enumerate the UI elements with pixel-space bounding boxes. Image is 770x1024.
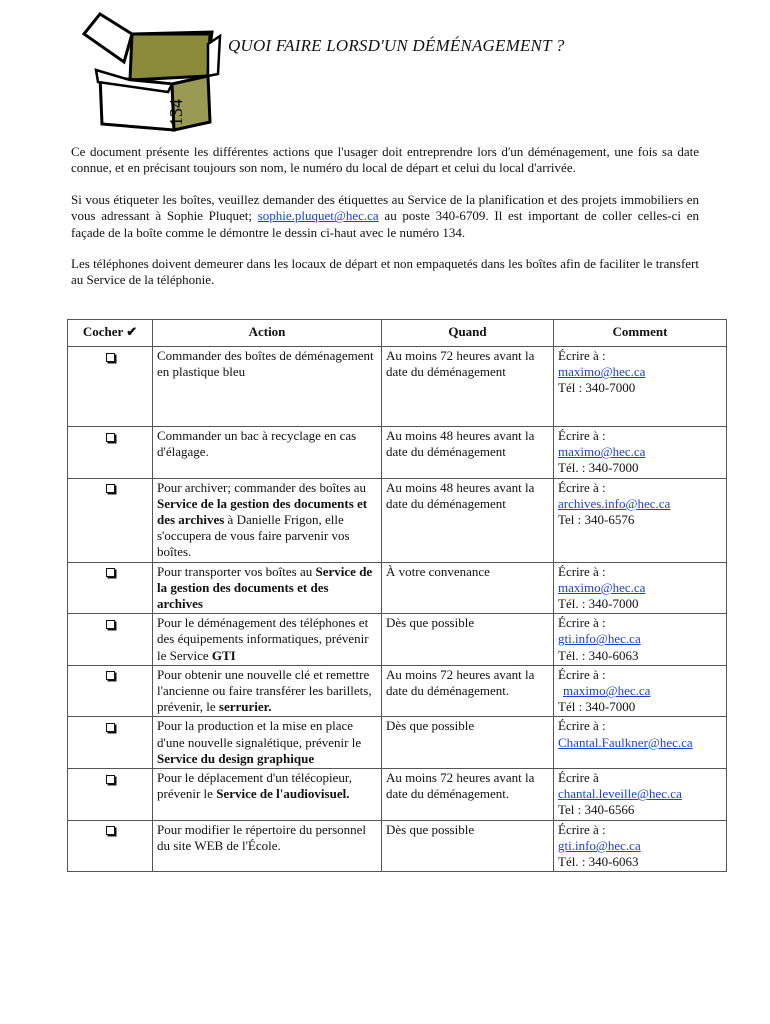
action-cell: Pour la production et la mise en place d'une nouvelle signalétique, prévenir le Service du design graphique — [153, 717, 382, 769]
checkbox-cell — [68, 614, 153, 666]
header-comment: Comment — [554, 320, 727, 347]
email-link[interactable]: maximo@hec.ca — [563, 683, 651, 699]
action-cell: Pour transporter vos boîtes au Service de la gestion des documents et des archives — [153, 562, 382, 614]
comment-cell: Écrire à : gti.info@hec.ca Tél. : 340-6063 — [554, 820, 727, 872]
email-link[interactable]: maximo@hec.ca — [558, 364, 646, 380]
checkbox-icon[interactable] — [106, 484, 115, 493]
intro-paragraph-2 — [71, 192, 699, 241]
comment-cell: Écrire à chantal.leveille@hec.ca Tel : 340-6566 — [554, 769, 727, 821]
email-link[interactable]: Chantal.Faulkner@hec.ca — [558, 734, 693, 750]
email-link[interactable]: archives.info@hec.ca — [558, 495, 671, 511]
checkbox-icon[interactable] — [106, 775, 115, 784]
header-quand: Quand — [382, 320, 554, 347]
table-row — [68, 769, 727, 821]
intro-p2-text-before: Si vous étiqueter les boîtes, veuillez demander des étiquettes au Service de la planification et des projets immobiliers en vous adressant à Sophie Pluquet; — [71, 191, 699, 224]
comment-cell: Écrire à : maximo@hec.ca Tél : 340-7000 — [554, 665, 727, 717]
page-title: QUOI FAIRE LORSD'UN DÉMÉNAGEMENT ? — [228, 36, 565, 55]
quand-cell: À votre convenance — [382, 562, 554, 614]
checkbox-icon[interactable] — [106, 826, 115, 835]
checkbox-icon[interactable] — [106, 568, 115, 577]
quand-cell: Au moins 48 heures avant la date du déménagement — [382, 478, 554, 562]
action-cell: Commander des boîtes de déménagement en plastique bleu — [153, 347, 382, 427]
table-row — [68, 665, 727, 717]
comment-cell: Écrire à : gti.info@hec.ca Tél. : 340-6063 — [554, 614, 727, 666]
table-row — [68, 820, 727, 872]
quand-cell: Au moins 72 heures avant la date du déménagement — [382, 347, 554, 427]
action-cell: Pour archiver; commander des boîtes au Service de la gestion des documents et des archives à Danielle Frigon, elle s'occupera de vous faire parvenir vos boîtes. — [153, 478, 382, 562]
checkbox-cell — [68, 769, 153, 821]
quand-cell: Au moins 48 heures avant la date du déménagement — [382, 427, 554, 479]
table-row — [68, 427, 727, 479]
action-cell: Pour le déplacement d'un télécopieur, prévenir le Service de l'audiovisuel. — [153, 769, 382, 821]
checkbox-cell — [68, 820, 153, 872]
comment-cell: Écrire à : Chantal.Faulkner@hec.ca — [554, 717, 727, 769]
quand-cell: Dès que possible — [382, 820, 554, 872]
moving-box-logo — [72, 4, 222, 136]
moving-actions-table — [67, 319, 727, 872]
quand-cell: Dès que possible — [382, 614, 554, 666]
checkbox-icon[interactable] — [106, 671, 115, 680]
quand-cell: Dès que possible — [382, 717, 554, 769]
checkbox-icon[interactable] — [106, 620, 115, 629]
table-row — [68, 614, 727, 666]
comment-cell: Écrire à : maximo@hec.ca Tél. : 340-7000 — [554, 427, 727, 479]
header-action: Action — [153, 320, 382, 347]
quand-cell: Au moins 72 heures avant la date du déménagement. — [382, 769, 554, 821]
email-link[interactable]: maximo@hec.ca — [558, 579, 646, 595]
checkbox-icon[interactable] — [106, 723, 115, 732]
quand-cell: Au moins 72 heures avant la date du déménagement. — [382, 665, 554, 717]
email-link[interactable]: gti.info@hec.ca — [558, 631, 641, 647]
checkbox-cell — [68, 478, 153, 562]
comment-cell: Écrire à : maximo@hec.ca Tél. : 340-7000 — [554, 562, 727, 614]
checkbox-cell — [68, 717, 153, 769]
checkbox-cell — [68, 347, 153, 427]
comment-cell: Écrire à : maximo@hec.ca Tél : 340-7000 — [554, 347, 727, 427]
intro-section — [71, 144, 699, 304]
action-cell: Pour obtenir une nouvelle clé et remettre l'ancienne ou faire transférer les barillets, prévenir, le serrurier. — [153, 665, 382, 717]
checkbox-cell — [68, 665, 153, 717]
checkbox-cell — [68, 562, 153, 614]
header-cocher: Cocher ✔ — [68, 320, 153, 347]
email-link[interactable]: chantal.leveille@hec.ca — [558, 786, 682, 802]
box-number: 134 — [166, 99, 186, 126]
table-row — [68, 478, 727, 562]
table-row — [68, 717, 727, 769]
comment-cell: Écrire à : archives.info@hec.ca Tel : 340-6576 — [554, 478, 727, 562]
checkbox-icon[interactable] — [106, 433, 115, 442]
intro-paragraph-3: Les téléphones doivent demeurer dans les locaux de départ et non empaquetés dans les boîtes afin de faciliter le transfert au Service de la téléphonie. — [71, 256, 699, 288]
table-header-row — [68, 320, 727, 347]
action-cell: Pour le déménagement des téléphones et des équipements informatiques, prévenir le Service GTI — [153, 614, 382, 666]
sophie-email-link[interactable]: sophie.pluquet@hec.ca — [257, 208, 379, 224]
checkbox-icon[interactable] — [106, 353, 115, 362]
table-row — [68, 347, 727, 427]
checkbox-cell — [68, 427, 153, 479]
table-row — [68, 562, 727, 614]
email-link[interactable]: gti.info@hec.ca — [558, 837, 641, 853]
intro-paragraph-1: Ce document présente les différentes actions que l'usager doit entreprendre lors d'un déménagement, une fois sa date connue, et en précisant toujours son nom, le numéro du local de départ et celui du local d'arrivée. — [71, 144, 699, 176]
intro-p2-text-after: au poste 340-6709. Il est important de coller celles-ci en façade de la boîte comme le démontre le dessin ci-haut avec le numéro 134. — [71, 208, 699, 240]
action-cell: Commander un bac à recyclage en cas d'élagage. — [153, 427, 382, 479]
email-link[interactable]: maximo@hec.ca — [558, 444, 646, 460]
action-cell: Pour modifier le répertoire du personnel du site WEB de l'École. — [153, 820, 382, 872]
